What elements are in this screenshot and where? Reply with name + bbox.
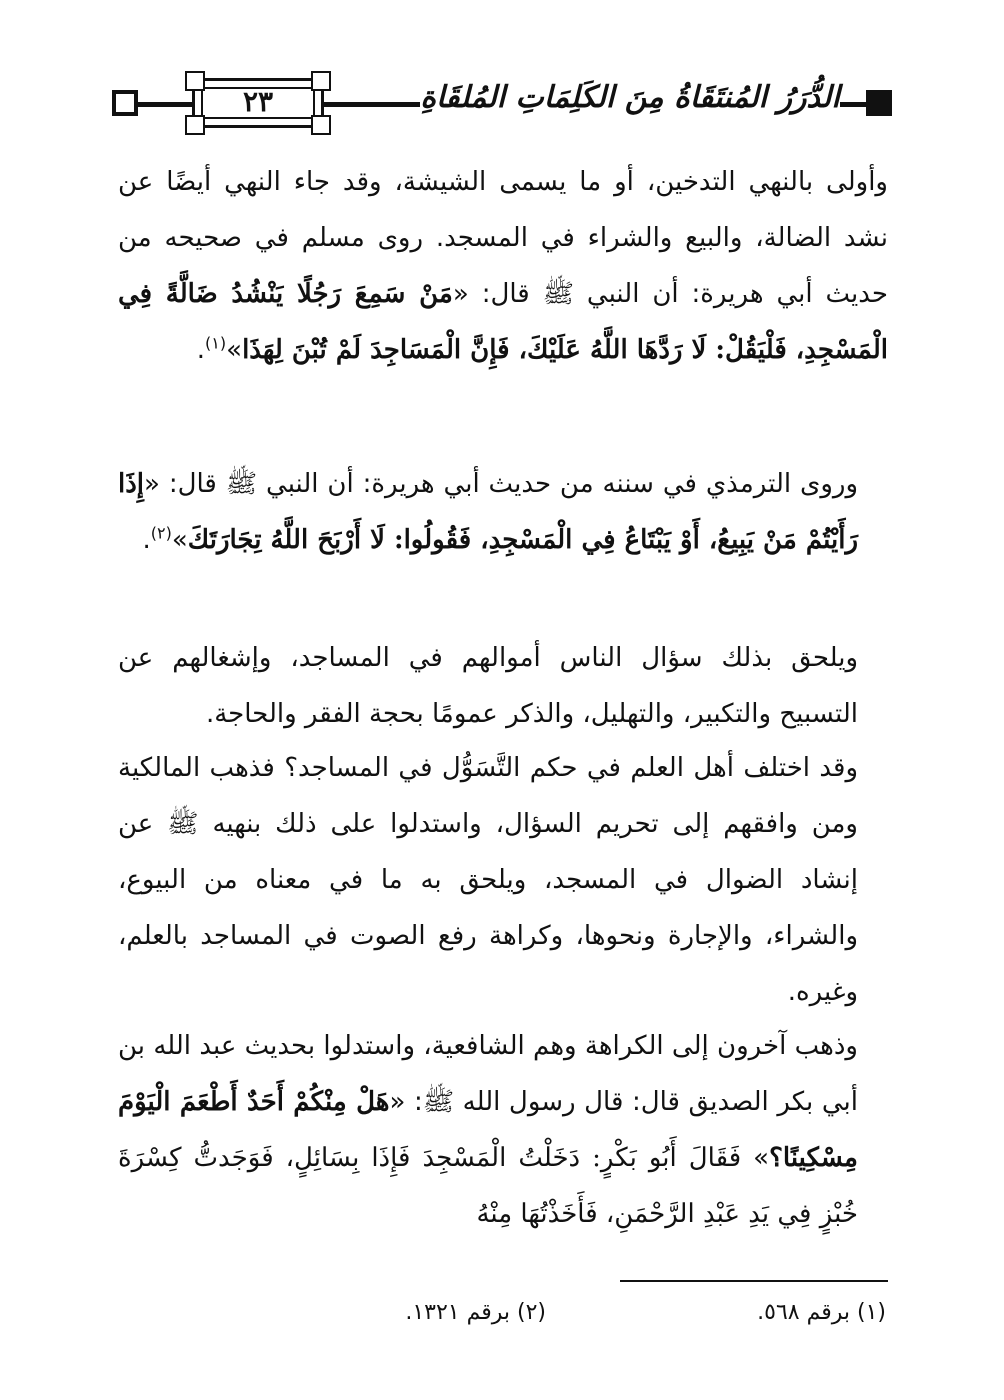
- paragraph-text: وقد اختلف أهل العلم في حكم التَّسَوُّل في المساجد؟ فذهب المالكية ومن وافقهم إلى تحريم السؤال، واستدلوا على ذلك بنهيه ﷺ عن إنشاد الضوال في المسجد، ويلحق به ما في معناه من البيوع، والشراء، والإجارة ونحوها، وكراهة رفع الصوت في المساجد بالعلم، وغيره.: [118, 753, 858, 1007]
- footnote-separator: [620, 1280, 888, 1282]
- quote-close: »: [171, 525, 188, 555]
- paragraph-5: [118, 1018, 888, 1242]
- page-number-frame: [192, 78, 324, 128]
- paragraph-2: [118, 456, 888, 568]
- hadith-quote: هَلْ مِنْكُمْ أَحَدٌ أَطْعَمَ الْيَوْمَ مِسْكِينًا؟: [118, 1087, 858, 1173]
- paragraph-text: وأولى بالنهي التدخين، أو ما يسمى الشيشة، وقد جاء النهي أيضًا عن نشد الضالة، والبيع والشراء في المسجد. روى مسلم في صحيحه من حديث أبي هريرة: أن النبي ﷺ قال: «: [118, 167, 888, 309]
- hadith-quote: إِذَا رَأَيْتُمْ مَنْ يَبِيعُ، أَوْ يَبْتَاعُ فِي الْمَسْجِدِ، فَقُولُوا: لَا أَرْبَحَ اللَّهُ تِجَارَتَكَ: [118, 469, 858, 555]
- paragraph-1: [118, 154, 888, 378]
- hadith-quote: مَنْ سَمِعَ رَجُلًا يَنْشُدُ ضَالَّةً فِي الْمَسْجِدِ، فَلْيَقُلْ: لَا رَدَّهَا اللَّهُ عَلَيْكَ، فَإِنَّ الْمَسَاجِدَ لَمْ تُبْنَ لِهَذَا: [118, 279, 888, 365]
- running-header: [112, 76, 892, 132]
- frame-corner-ornament: [311, 115, 331, 135]
- paragraph-text: ويلحق بذلك سؤال الناس أموالهم في المساجد، وإشغالهم عن التسبيح والتكبير، والتهليل، والذكر عمومًا بحجة الفقر والحاجة.: [118, 643, 858, 729]
- sentence-end: .: [142, 525, 151, 555]
- footnote-ref-1[interactable]: (١): [205, 333, 227, 353]
- book-title: الدُّرَرُ المُنتَقَاةُ مِنَ الكَلِمَاتِ المُلقَاةِ: [420, 80, 840, 115]
- quote-close: »: [741, 1143, 770, 1173]
- header-rule-left: [138, 102, 192, 107]
- header-rule-right: [836, 102, 866, 107]
- page-number: ٢٣: [242, 85, 274, 118]
- sentence-end: .: [196, 335, 206, 365]
- header-ornament-square-hollow: [112, 90, 138, 116]
- paragraph-4: [118, 740, 888, 1020]
- paragraph-3: [118, 630, 888, 742]
- footnote-ref-2[interactable]: (٢): [150, 523, 172, 543]
- paragraph-text: وذهب آخرون إلى الكراهة وهم الشافعية، واستدلوا بحديث عبد الله بن أبي بكر الصديق قال: قال رسول الله ﷺ: «: [118, 1031, 858, 1117]
- header-ornament-square-solid: [866, 90, 892, 116]
- footnote-1: (١) برقم ٥٦٨.: [757, 1300, 886, 1325]
- paragraph-text: وروى الترمذي في سننه من حديث أبي هريرة: أن النبي ﷺ قال: «: [144, 469, 858, 499]
- footnote-2: (٢) برقم ١٣٢١.: [405, 1300, 546, 1325]
- frame-corner-ornament: [185, 115, 205, 135]
- narration-text: فَقَالَ أَبُو بَكْرٍ: دَخَلْتُ الْمَسْجِدَ فَإِذَا بِسَائِلٍ، فَوَجَدتُّ كِسْرَةَ خُبْزٍ فِي يَدِ عَبْدِ الرَّحْمَنِ، فَأَخَذْتُهَا مِنْهُ: [118, 1143, 858, 1229]
- quote-close: »: [226, 335, 243, 365]
